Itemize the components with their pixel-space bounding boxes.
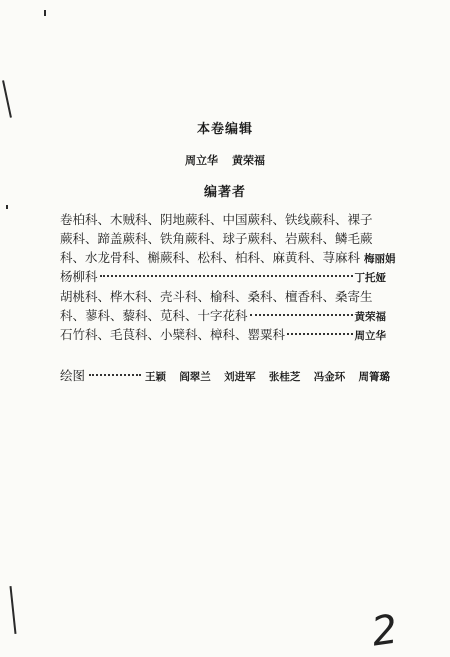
dot-leader	[100, 265, 353, 277]
family-list-line: 卷柏科、木贼科、阴地蕨科、中国蕨科、铁线蕨科、裸子	[60, 212, 373, 227]
scan-speck	[6, 205, 8, 209]
contributor-name: 周立华	[354, 330, 386, 342]
dot-leader	[250, 304, 353, 316]
scan-edge-mark	[2, 80, 12, 118]
family-list-text: 石竹科、毛茛科、小檗科、樟科、罂粟科	[60, 327, 286, 342]
family-list-line: 胡桃科、桦木科、壳斗科、榆科、桑科、檀香科、桑寄生	[60, 289, 373, 304]
illustrator-name: 冯金环	[313, 371, 346, 383]
illustrator-name: 周箐璐	[358, 371, 390, 383]
family-list-text: 科、蓼科、藜科、苋科、十字花科	[60, 308, 248, 323]
contributor-name: 丁托娅	[354, 272, 386, 284]
editor-name: 黄荣福	[232, 154, 265, 167]
illustrator-name: 张桂芝	[268, 371, 301, 383]
volume-editors-heading: 本卷编辑	[196, 122, 253, 137]
contributor-name: 黄荣福	[354, 311, 386, 323]
illustration-label: 绘图	[60, 368, 86, 383]
scan-edge-mark	[9, 586, 16, 634]
family-list-text: 科、水龙骨科、槲蕨科、松科、柏科、麻黄科、荨麻科	[60, 250, 361, 265]
illustrator-name: 刘进军	[224, 371, 256, 383]
family-list-line	[60, 327, 386, 344]
editor-name: 周立华	[185, 154, 218, 167]
authors-heading: 编著者	[203, 185, 246, 200]
family-list-line: 蕨科、蹄盖蕨科、铁角蕨科、球子蕨科、岩蕨科、鳞毛蕨	[60, 231, 373, 246]
illustration-credits	[60, 366, 390, 384]
contributor-name: 梅丽娟	[364, 253, 396, 265]
illustrator-name: 王颖	[145, 371, 167, 383]
family-list-text: 杨柳科	[60, 269, 98, 284]
handwritten-page-number: 2	[368, 606, 401, 656]
editor-names	[0, 152, 450, 168]
family-list-line	[60, 269, 386, 286]
illustrator-name: 阎翠兰	[179, 371, 211, 383]
dot-leader	[89, 364, 141, 376]
illustrator-names	[145, 369, 390, 384]
scan-speck	[44, 10, 46, 16]
dot-leader	[287, 323, 352, 335]
